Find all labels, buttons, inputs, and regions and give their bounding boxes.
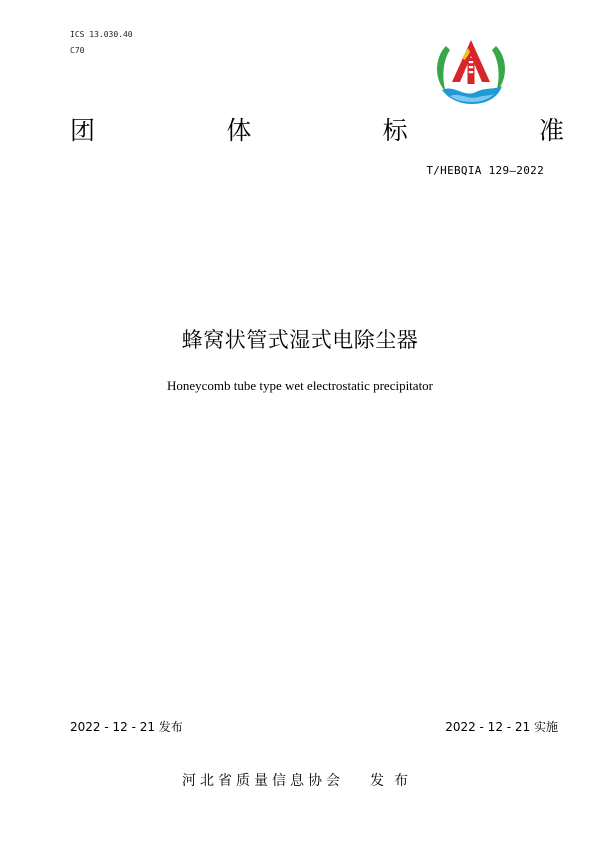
issue-date: 2022 - 12 - 21 发布	[70, 720, 183, 734]
document-title-cn: 蜂窝状管式湿式电除尘器	[181, 328, 419, 352]
implementation-date: 2022 - 12 - 21 实施	[445, 720, 558, 734]
standard-number: T/HEBQIA 129—2022	[426, 164, 544, 177]
publisher-organization: 河北省质量信息协会	[182, 773, 344, 789]
standard-type-char: 标	[382, 116, 408, 145]
organization-logo-icon	[432, 36, 510, 106]
document-title-en: Honeycomb tube type wet electrostatic precipitator	[166, 378, 434, 393]
ics-code: ICS 13.030.40	[70, 30, 133, 39]
ccs-code: C70	[70, 46, 85, 55]
standard-type-heading	[70, 116, 564, 146]
standard-type-char: 准	[538, 116, 564, 145]
publisher-line	[0, 772, 600, 790]
standard-type-char: 体	[226, 116, 252, 145]
publisher-action: 发布	[370, 773, 418, 789]
standard-type-char: 团	[70, 116, 96, 145]
